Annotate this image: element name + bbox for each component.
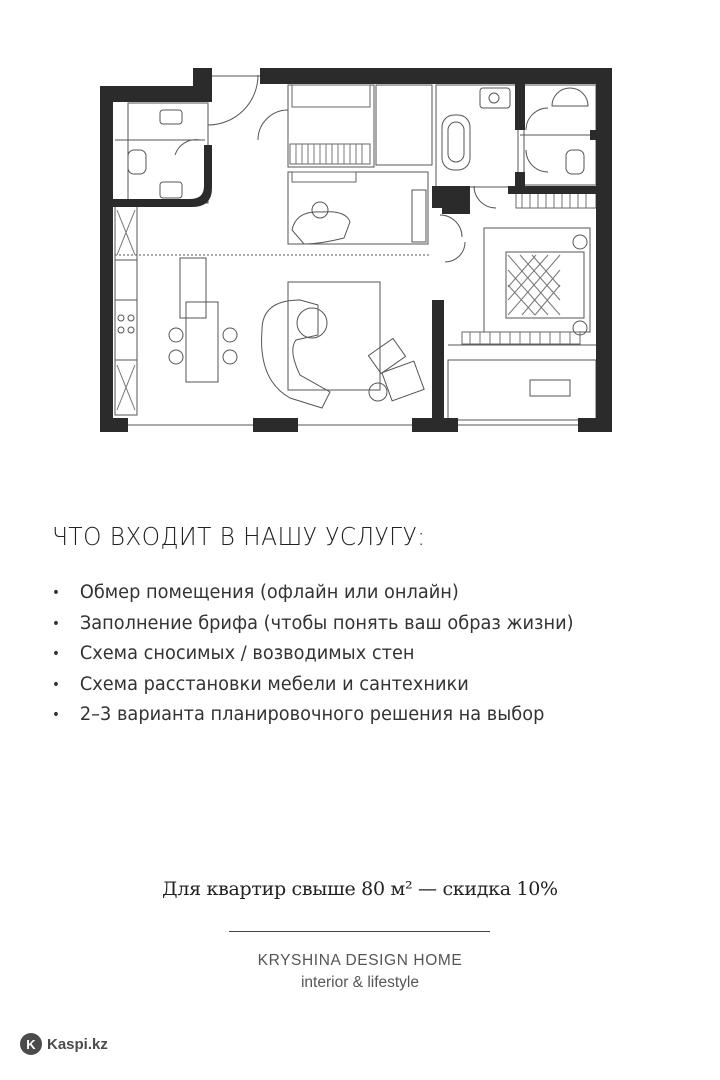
kaspi-watermark: [20, 1033, 108, 1055]
list-item-text: Заполнение брифа (чтобы понять ваш образ жизни): [79, 612, 574, 634]
bullet-icon: •: [52, 585, 60, 601]
bullet-icon: •: [52, 676, 60, 693]
list-item: [52, 639, 574, 670]
discount-note: Для квартир свыше 80 м² — скидка 10%: [162, 878, 558, 900]
bullet-icon: •: [52, 615, 60, 632]
list-item: [52, 670, 574, 701]
list-item-text: Схема сносимых / возводимых стен: [79, 643, 415, 664]
floor-plan-drawing: [0, 0, 720, 470]
list-item: [52, 578, 574, 609]
services-list: [52, 578, 595, 731]
kaspi-logo-icon: K: [20, 1033, 42, 1055]
kaspi-watermark-text: Kaspi.kz: [47, 1035, 108, 1053]
brand-name: KRYSHINA DESIGN HOME: [257, 952, 463, 969]
bullet-icon: •: [52, 646, 60, 662]
list-item: [52, 609, 574, 640]
list-item: [52, 700, 574, 731]
list-item-text: 2–3 варианта планировочного решения на выбор: [79, 704, 545, 725]
list-item-text: Схема расстановки мебели и сантехники: [79, 673, 469, 695]
divider: [229, 931, 490, 932]
brand-tagline: interior & lifestyle: [300, 974, 419, 991]
section-heading: ЧТО ВХОДИТ В НАШУ УСЛУГУ:: [52, 522, 426, 551]
list-item-text: Обмер помещения (офлайн или онлайн): [79, 582, 459, 603]
bullet-icon: •: [52, 707, 60, 723]
